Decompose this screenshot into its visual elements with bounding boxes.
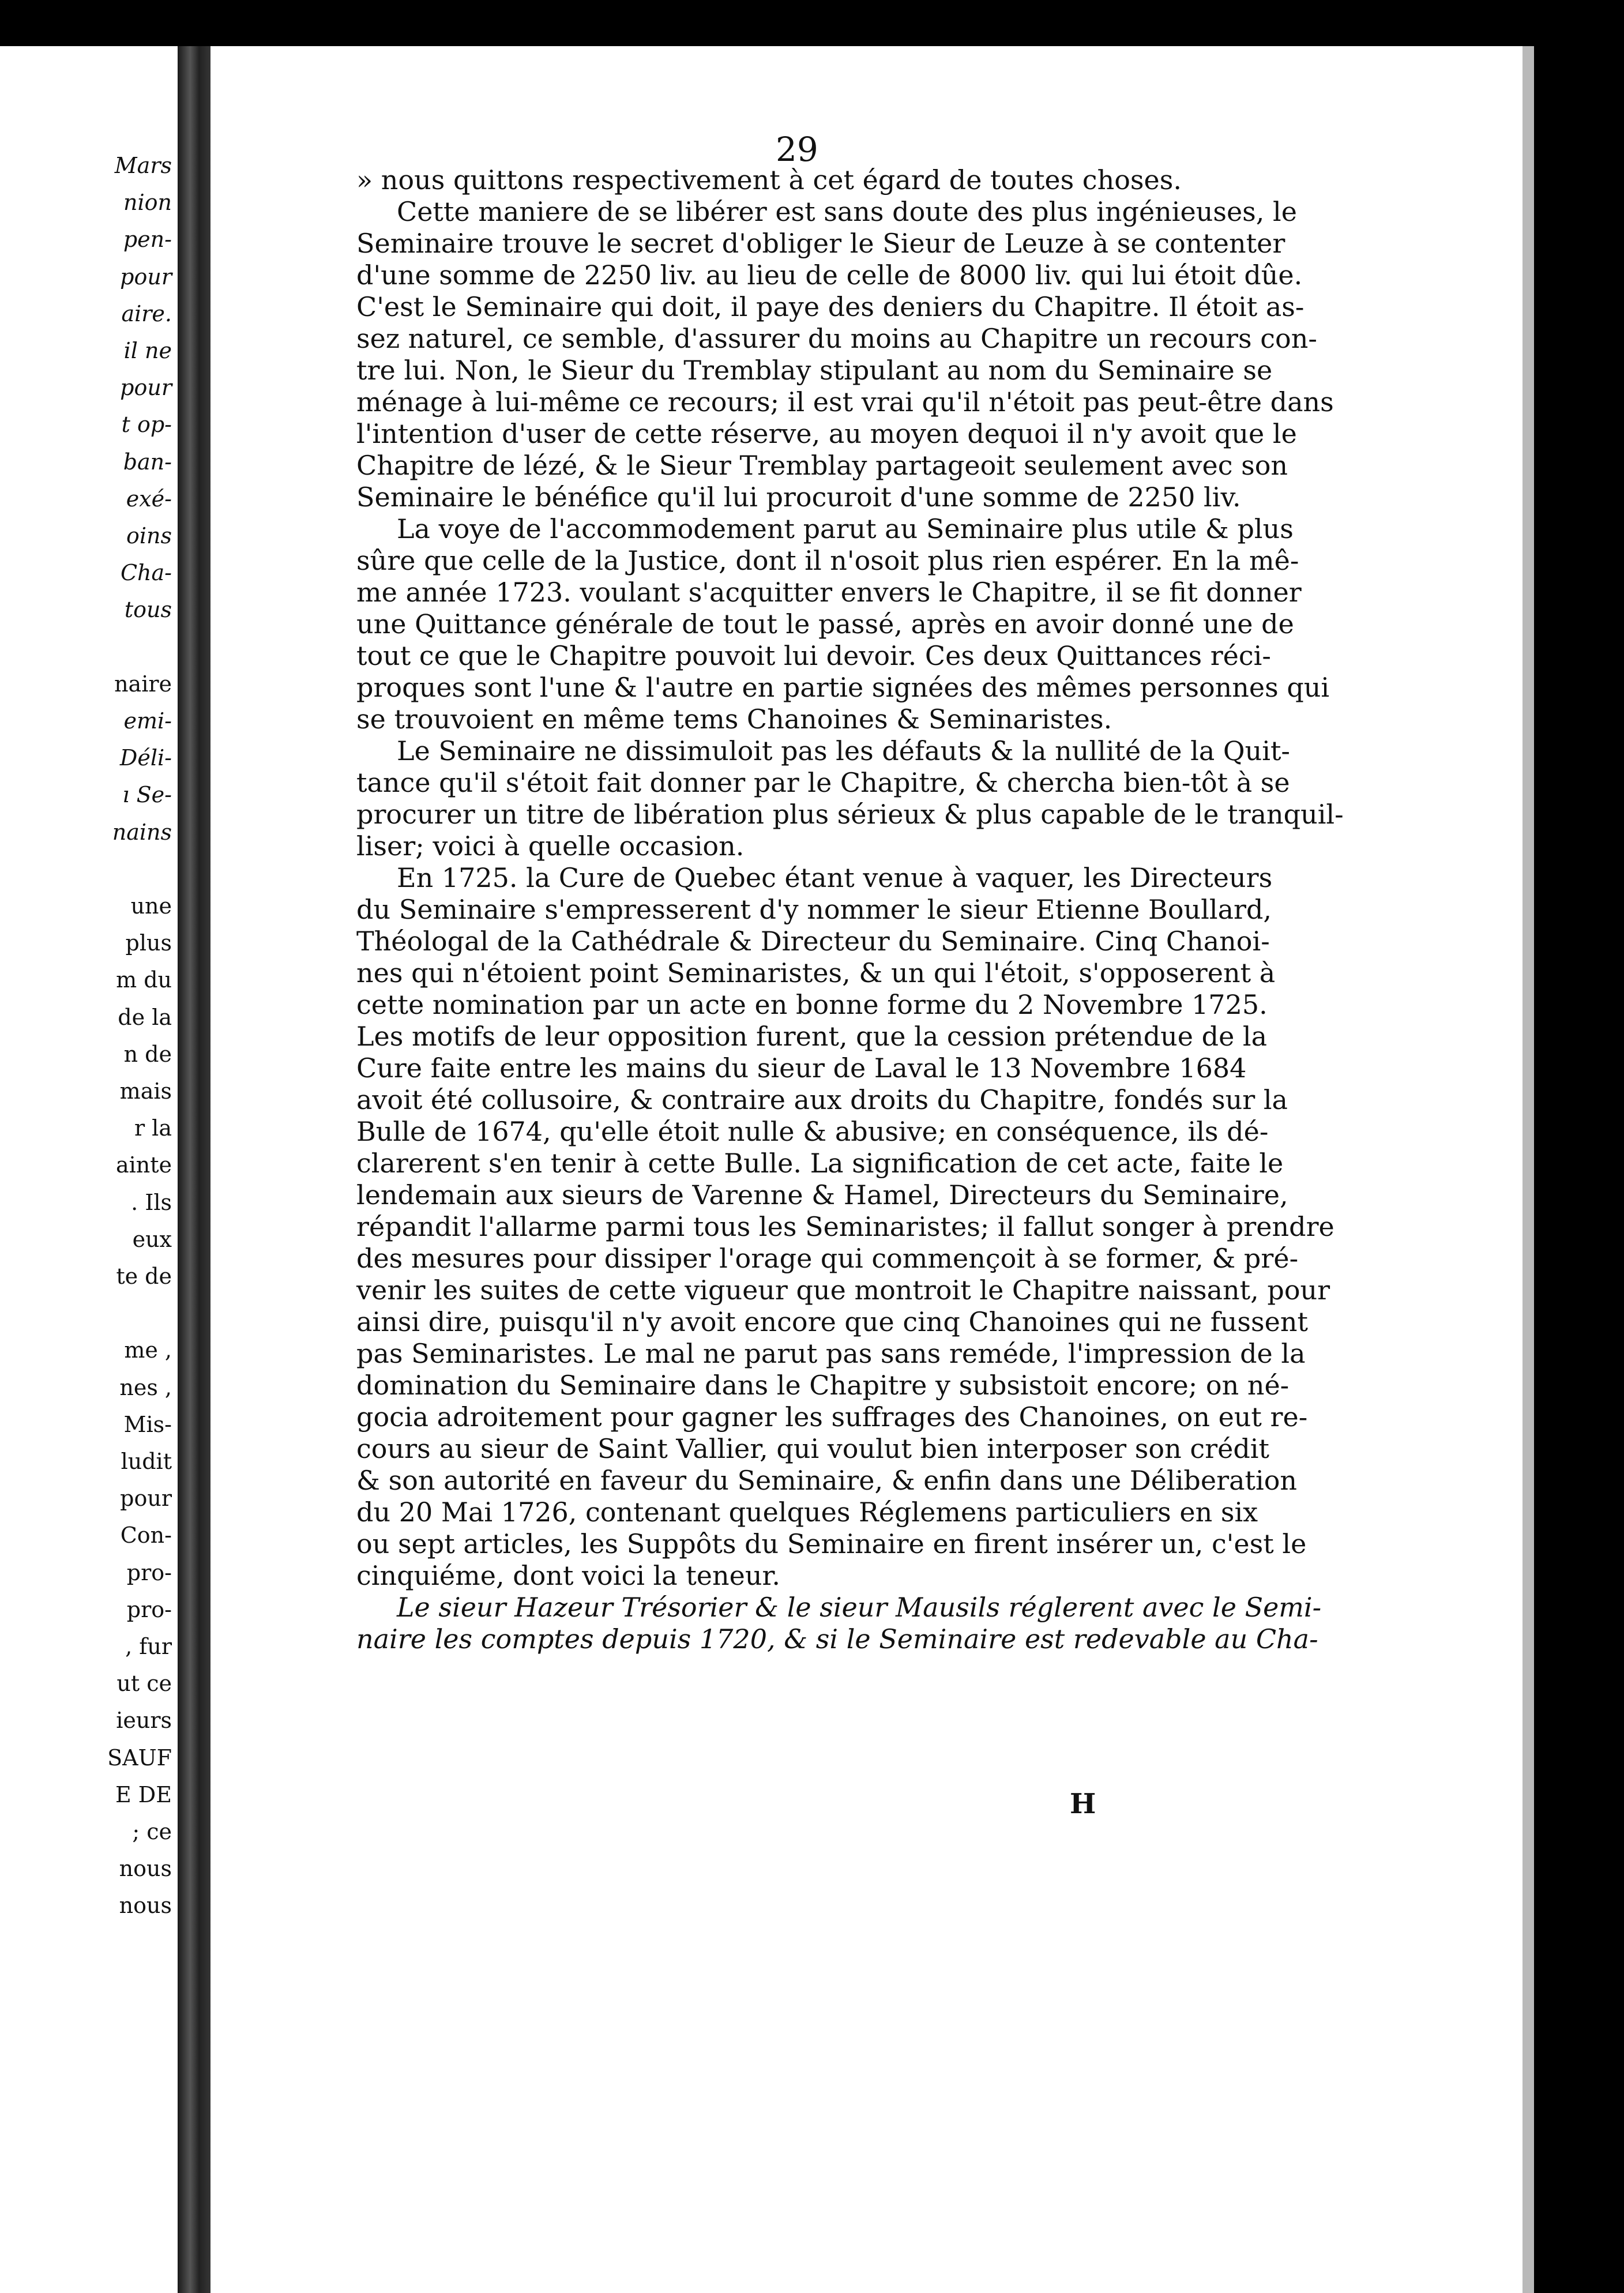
text-line: des mesures pour dissiper l'orage qui commençoit à se former, & pré- <box>356 1243 1299 1274</box>
margin-fragment: ı Se- <box>122 782 172 808</box>
text-line: Chapitre de lézé, & le Sieur Tremblay partageoit seulement avec son <box>356 450 1288 481</box>
margin-fragment: ; ce <box>132 1819 172 1844</box>
text-line: Seminaire trouve le secret d'obliger le Sieur de Leuze à se contenter <box>356 228 1285 259</box>
margin-fragment: pro- <box>126 1559 172 1585</box>
page-number: 29 <box>776 130 818 169</box>
left-page-fragment <box>0 46 183 2293</box>
text-line: pas Seminaristes. Le mal ne parut pas sans reméde, l'impression de la <box>356 1338 1306 1369</box>
text-line: Les motifs de leur opposition furent, que la cession prétendue de la <box>356 1021 1268 1052</box>
text-line: répandit l'allarme parmi tous les Seminaristes; il fallut songer à prendre <box>356 1211 1334 1242</box>
margin-fragment: oins <box>126 523 172 548</box>
signature-mark: H <box>1070 1788 1096 1820</box>
margin-fragment: nous <box>119 1893 172 1919</box>
text-line: sez naturel, ce semble, d'assurer du moins au Chapitre un recours con- <box>356 323 1317 354</box>
text-line: du 20 Mai 1726, contenant quelques Réglemens particuliers en six <box>356 1497 1258 1528</box>
page-body-text <box>356 164 1344 1655</box>
text-line: avoit été collusoire, & contraire aux droits du Chapitre, fondés sur la <box>356 1084 1288 1115</box>
margin-fragment: Mis- <box>123 1411 172 1437</box>
margin-fragment: nains <box>112 819 172 845</box>
margin-fragment: pro- <box>126 1596 172 1622</box>
text-line: liser; voici à quelle occasion. <box>356 830 745 862</box>
text-line: d'une somme de 2250 liv. au lieu de celle de 8000 liv. qui lui étoit dûe. <box>356 260 1303 291</box>
margin-fragment: emi- <box>123 708 172 734</box>
text-line: cinquiéme, dont voici la teneur. <box>356 1560 781 1591</box>
margin-fragment: eux <box>132 1226 172 1252</box>
margin-fragment: Con- <box>120 1523 172 1548</box>
text-line: cette nomination par un acte en bonne forme du 2 Novembre 1725. <box>356 989 1268 1020</box>
left-margin-text <box>0 46 183 2293</box>
text-line: gocia adroitement pour gagner les suffrages des Chanoines, on eut re- <box>356 1401 1308 1433</box>
text-line: clarerent s'en tenir à cette Bulle. La signification de cet acte, faite le <box>356 1148 1284 1179</box>
margin-fragment: r la <box>134 1115 172 1141</box>
margin-fragment: E DE <box>115 1781 172 1807</box>
text-line: proques sont l'une & l'autre en partie signées des mêmes personnes qui <box>356 672 1330 703</box>
margin-fragment: ut ce <box>116 1671 172 1697</box>
margin-fragment: SAUF <box>107 1745 172 1771</box>
margin-fragment: Mars <box>114 153 172 178</box>
text-line: une Quittance générale de tout le passé, après en avoir donné une de <box>356 608 1294 640</box>
margin-fragment: te de <box>116 1264 172 1289</box>
text-line: Le Seminaire ne dissimuloit pas les défauts & la nullité de la Quit- <box>397 735 1290 766</box>
margin-fragment: pen- <box>123 227 172 253</box>
margin-fragment: . Ils <box>131 1189 172 1215</box>
text-line: C'est le Seminaire qui doit, il paye des deniers du Chapitre. Il étoit as- <box>356 291 1305 322</box>
margin-fragment: Déli- <box>119 745 172 771</box>
text-line: tance qu'il s'étoit fait donner par le Chapitre, & chercha bien-tôt à se <box>356 767 1290 798</box>
text-line: naire les comptes depuis 1720, & si le Seminaire est redevable au Cha- <box>356 1623 1318 1655</box>
text-line: Cure faite entre les mains du sieur de Laval le 13 Novembre 1684 <box>356 1052 1247 1084</box>
text-line: En 1725. la Cure de Quebec étant venue à vaquer, les Directeurs <box>397 862 1273 893</box>
margin-fragment: pour <box>120 1486 172 1512</box>
text-line: Seminaire le bénéfice qu'il lui procuroit d'une somme de 2250 liv. <box>356 482 1241 513</box>
book-gutter <box>178 46 213 2293</box>
margin-fragment: ludit <box>121 1449 172 1474</box>
text-line: tre lui. Non, le Sieur du Tremblay stipulant au nom du Seminaire se <box>356 355 1273 386</box>
text-line: nes qui n'étoient point Seminaristes, & un qui l'étoit, s'opposerent à <box>356 957 1276 988</box>
margin-fragment: ainte <box>115 1152 172 1178</box>
text-line: tout ce que le Chapitre pouvoit lui devoir. Ces deux Quittances réci- <box>356 640 1271 671</box>
text-line: » nous quittons respectivement à cet égard de toutes choses. <box>356 164 1182 196</box>
margin-fragment: m du <box>116 967 172 993</box>
margin-fragment: naire <box>114 671 172 697</box>
margin-fragment: exé- <box>126 486 172 512</box>
text-line: Le sieur Hazeur Trésorier & le sieur Mausils réglerent avec le Semi- <box>397 1592 1322 1623</box>
text-line: & son autorité en faveur du Seminaire, & enfin dans une Déliberation <box>356 1465 1298 1496</box>
text-line: du Seminaire s'empresserent d'y nommer le sieur Etienne Boullard, <box>356 894 1272 925</box>
text-line: La voye de l'accommodement parut au Seminaire plus utile & plus <box>397 513 1294 544</box>
margin-fragment: plus <box>125 930 172 956</box>
text-line: sûre que celle de la Justice, dont il n'osoit plus rien espérer. En la mê- <box>356 545 1299 576</box>
text-line: ménage à lui-même ce recours; il est vrai qu'il n'étoit pas peut-être dans <box>356 386 1334 418</box>
text-line: domination du Seminaire dans le Chapitre y subsistoit encore; on né- <box>356 1370 1290 1401</box>
margin-fragment: n de <box>123 1041 172 1067</box>
margin-fragment: nion <box>123 190 172 216</box>
text-line: Théologal de la Cathédrale & Directeur du Seminaire. Cinq Chanoi- <box>356 926 1270 957</box>
margin-fragment: , fur <box>125 1634 172 1659</box>
margin-fragment: il ne <box>123 338 172 363</box>
margin-fragment: de la <box>118 1004 172 1030</box>
text-line: cours au sieur de Saint Vallier, qui voulut bien interposer son crédit <box>356 1433 1269 1464</box>
text-line: se trouvoient en même tems Chanoines & Seminaristes. <box>356 704 1112 735</box>
text-line: venir les suites de cette vigueur que montroit le Chapitre naissant, pour <box>356 1275 1330 1306</box>
margin-fragment: pour <box>120 375 172 401</box>
margin-fragment: nous <box>119 1856 172 1882</box>
margin-fragment: ieurs <box>116 1708 172 1734</box>
margin-fragment: ban- <box>123 449 172 475</box>
margin-fragment: t op- <box>121 412 172 438</box>
text-line: procurer un titre de libération plus sérieux & plus capable de le tranquil- <box>356 799 1344 830</box>
margin-fragment: pour <box>120 264 172 290</box>
margin-fragment: Cha- <box>120 560 172 586</box>
margin-fragment: aire. <box>121 300 172 326</box>
margin-fragment: une <box>130 893 172 919</box>
text-line: lendemain aux sieurs de Varenne & Hamel, Directeurs du Seminaire, <box>356 1179 1288 1211</box>
text-line: me année 1723. voulant s'acquitter envers le Chapitre, il se fit donner <box>356 577 1302 608</box>
text-line: ou sept articles, les Suppôts du Seminaire en firent insérer un, c'est le <box>356 1528 1307 1559</box>
margin-fragment: mais <box>119 1078 172 1104</box>
margin-fragment: tous <box>124 597 172 623</box>
text-line: l'intention d'user de cette réserve, au moyen dequoi il n'y avoit que le <box>356 418 1297 449</box>
text-line: ainsi dire, puisqu'il n'y avoit encore que cinq Chanoines qui ne fussent <box>356 1306 1308 1337</box>
page-edge <box>1522 46 1534 2293</box>
margin-fragment: me , <box>124 1337 172 1363</box>
text-line: Cette maniere de se libérer est sans doute des plus ingénieuses, le <box>397 196 1297 227</box>
text-line: Bulle de 1674, qu'elle étoit nulle & abusive; en conséquence, ils dé- <box>356 1116 1269 1147</box>
margin-fragment: nes , <box>119 1374 172 1400</box>
